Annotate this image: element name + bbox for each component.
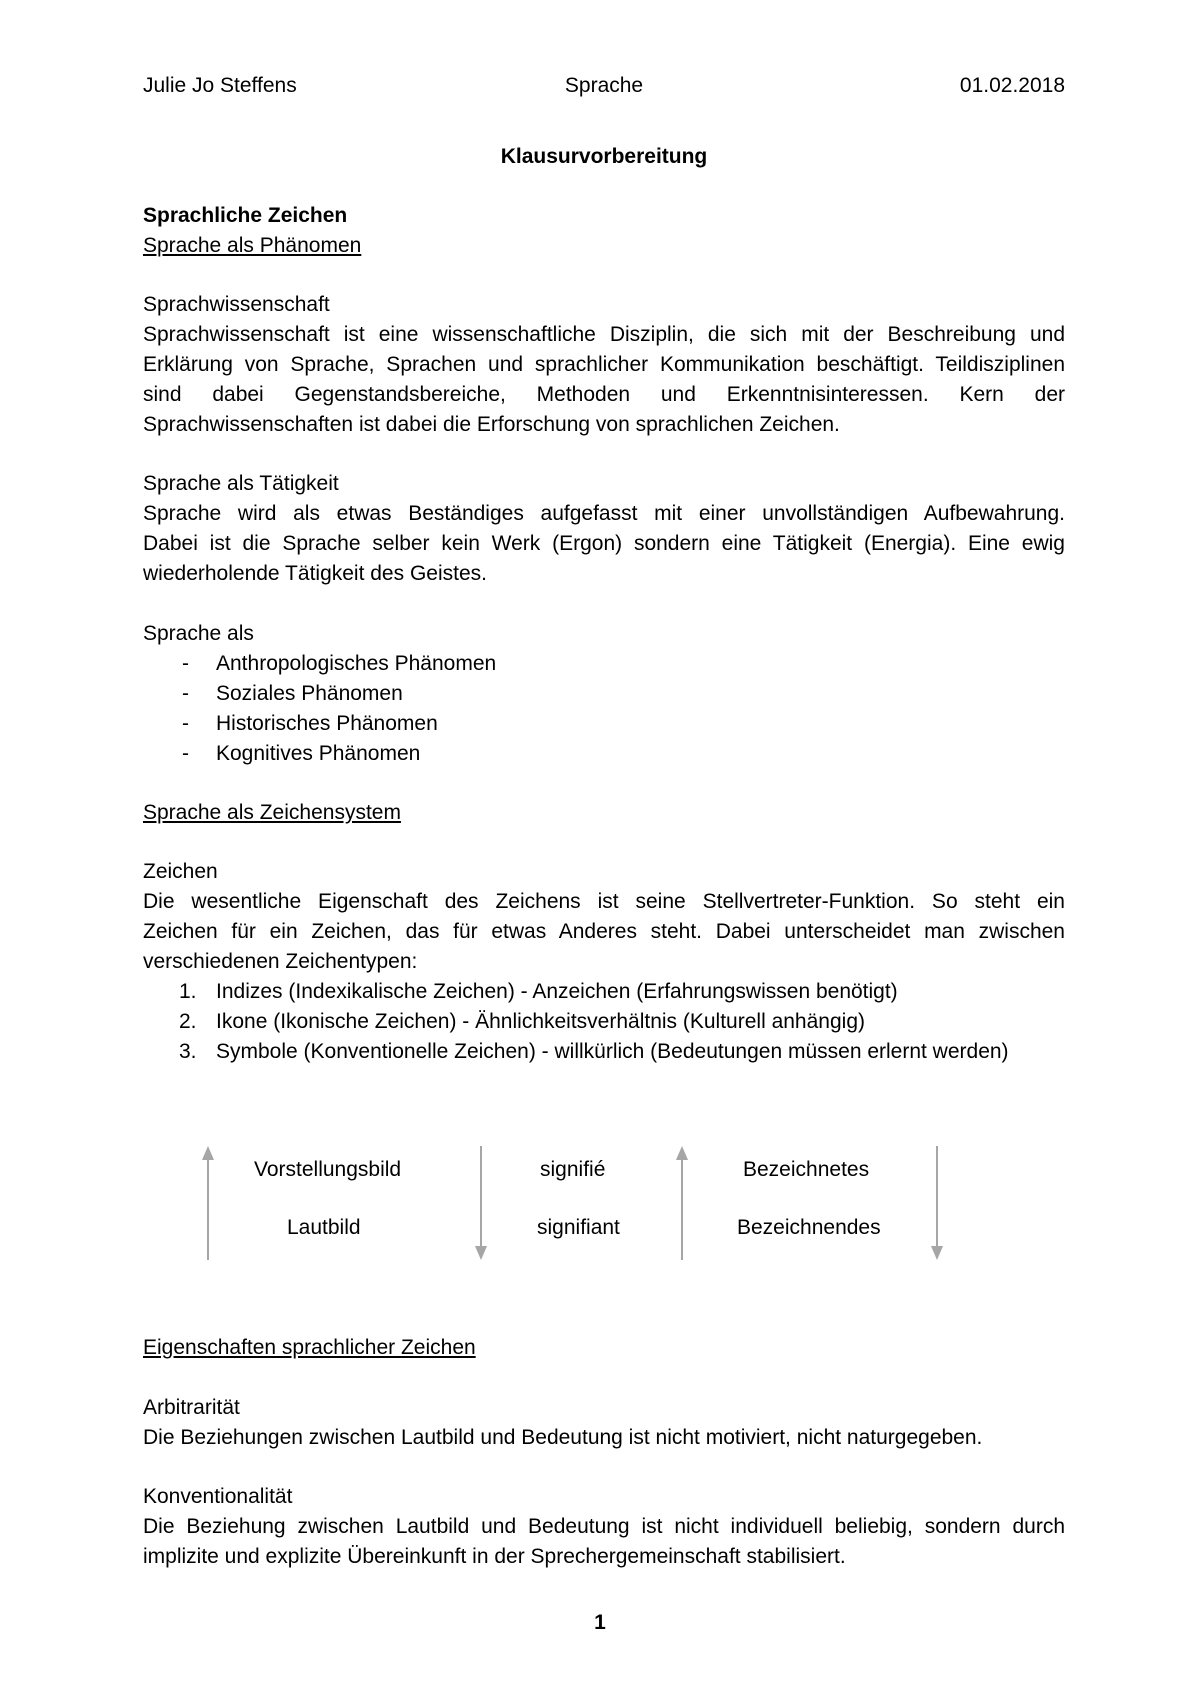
- paragraph-line: Sprachwissenschaft ist eine wissenschaftliche Disziplin, die sich mit der Beschreibung und: [143, 323, 1065, 346]
- label-arbitraritaet: Arbitrarität: [143, 1396, 240, 1419]
- arrow-down-icon: [475, 1146, 487, 1260]
- zeichentypen-list: [143, 977, 1009, 1067]
- list-item: 2. Ikone (Ikonische Zeichen) - Ähnlichkeitsverhältnis (Kulturell anhängig): [143, 1007, 1009, 1037]
- list-item: - Anthropologisches Phänomen: [143, 649, 496, 679]
- list-number: 3.: [179, 1040, 197, 1063]
- paragraph-line: Erklärung von Sprache, Sprachen und sprachlicher Kommunikation beschäftigt. Teildisziplinen: [143, 353, 1065, 376]
- paragraph-line: Zeichen für ein Zeichen, das für etwas Anderes steht. Dabei unterscheidet man zwischen: [143, 920, 1065, 943]
- paragraph-line: Dabei ist die Sprache selber kein Werk (Ergon) sondern eine Tätigkeit (Energia). Eine ewig: [143, 532, 1065, 555]
- label-signifiant: signifiant: [537, 1216, 620, 1239]
- label-bezeichnendes: Bezeichnendes: [737, 1216, 881, 1239]
- label-konventionalitaet: Konventionalität: [143, 1485, 293, 1508]
- paragraph-line: Die Beziehung zwischen Lautbild und Bedeutung ist nicht individuell beliebig, sondern durch: [143, 1515, 1065, 1538]
- paragraph-line: Die Beziehungen zwischen Lautbild und Bedeutung ist nicht motiviert, nicht naturgegeben.: [143, 1426, 983, 1449]
- label-sprache-als: Sprache als: [143, 622, 254, 645]
- subheading-sprache-als-phaenomen: Sprache als Phänomen: [143, 234, 362, 257]
- label-signifie: signifié: [540, 1158, 606, 1181]
- subheading-sprache-als-zeichensystem: Sprache als Zeichensystem: [143, 801, 401, 824]
- label-bezeichnetes: Bezeichnetes: [743, 1158, 870, 1181]
- header-subject: Sprache: [564, 74, 644, 97]
- list-number: 2.: [179, 1010, 197, 1033]
- paragraph-line: Die wesentliche Eigenschaft des Zeichens ist seine Stellvertreter-Funktion. So steht ein: [143, 890, 1065, 913]
- list-item: - Soziales Phänomen: [143, 679, 496, 709]
- paragraph-line: sind dabei Gegenstandsbereiche, Methoden und Erkenntnisinteressen. Kern der: [143, 383, 1065, 406]
- page-number: 1: [594, 1611, 606, 1634]
- list-item: 3. Symbole (Konventionelle Zeichen) - willkürlich (Bedeutungen müssen erlernt werden): [143, 1037, 1009, 1067]
- list-item: - Historisches Phänomen: [143, 709, 496, 739]
- header-date: 01.02.2018: [959, 74, 1065, 97]
- header-author: Julie Jo Steffens: [143, 74, 297, 97]
- label-zeichen: Zeichen: [143, 860, 218, 883]
- dash-marker: -: [182, 652, 189, 675]
- paragraph-line: Sprache wird als etwas Beständiges aufgefasst mit einer unvollständigen Aufbewahrung.: [143, 502, 1065, 525]
- paragraph-line: wiederholende Tätigkeit des Geistes.: [143, 562, 487, 585]
- dash-marker: -: [182, 682, 189, 705]
- arrow-up-icon: [676, 1146, 688, 1260]
- label-vorstellungsbild: Vorstellungsbild: [254, 1158, 402, 1181]
- arrow-up-icon: [202, 1146, 214, 1260]
- label-lautbild: Lautbild: [287, 1216, 361, 1239]
- paragraph-line: Sprachwissenschaften ist dabei die Erforschung von sprachlichen Zeichen.: [143, 413, 840, 436]
- subheading-eigenschaften: Eigenschaften sprachlicher Zeichen: [143, 1336, 476, 1359]
- list-number: 1.: [179, 980, 197, 1003]
- list-item: 1. Indizes (Indexikalische Zeichen) - Anzeichen (Erfahrungswissen benötigt): [143, 977, 1009, 1007]
- arrow-down-icon: [931, 1146, 943, 1260]
- paragraph-line: verschiedenen Zeichentypen:: [143, 950, 418, 973]
- dash-marker: -: [182, 712, 189, 735]
- paragraph-line: implizite und explizite Übereinkunft in der Sprechergemeinschaft stabilisiert.: [143, 1545, 846, 1568]
- list-item: - Kognitives Phänomen: [143, 739, 496, 769]
- phenomenon-list: [143, 649, 496, 769]
- page-header: [143, 74, 1065, 102]
- label-sprache-als-taetigkeit: Sprache als Tätigkeit: [143, 472, 339, 495]
- dash-marker: -: [182, 742, 189, 765]
- label-sprachwissenschaft: Sprachwissenschaft: [143, 293, 330, 316]
- section-heading-sprachliche-zeichen: Sprachliche Zeichen: [143, 204, 348, 227]
- document-title: Klausurvorbereitung: [500, 145, 708, 168]
